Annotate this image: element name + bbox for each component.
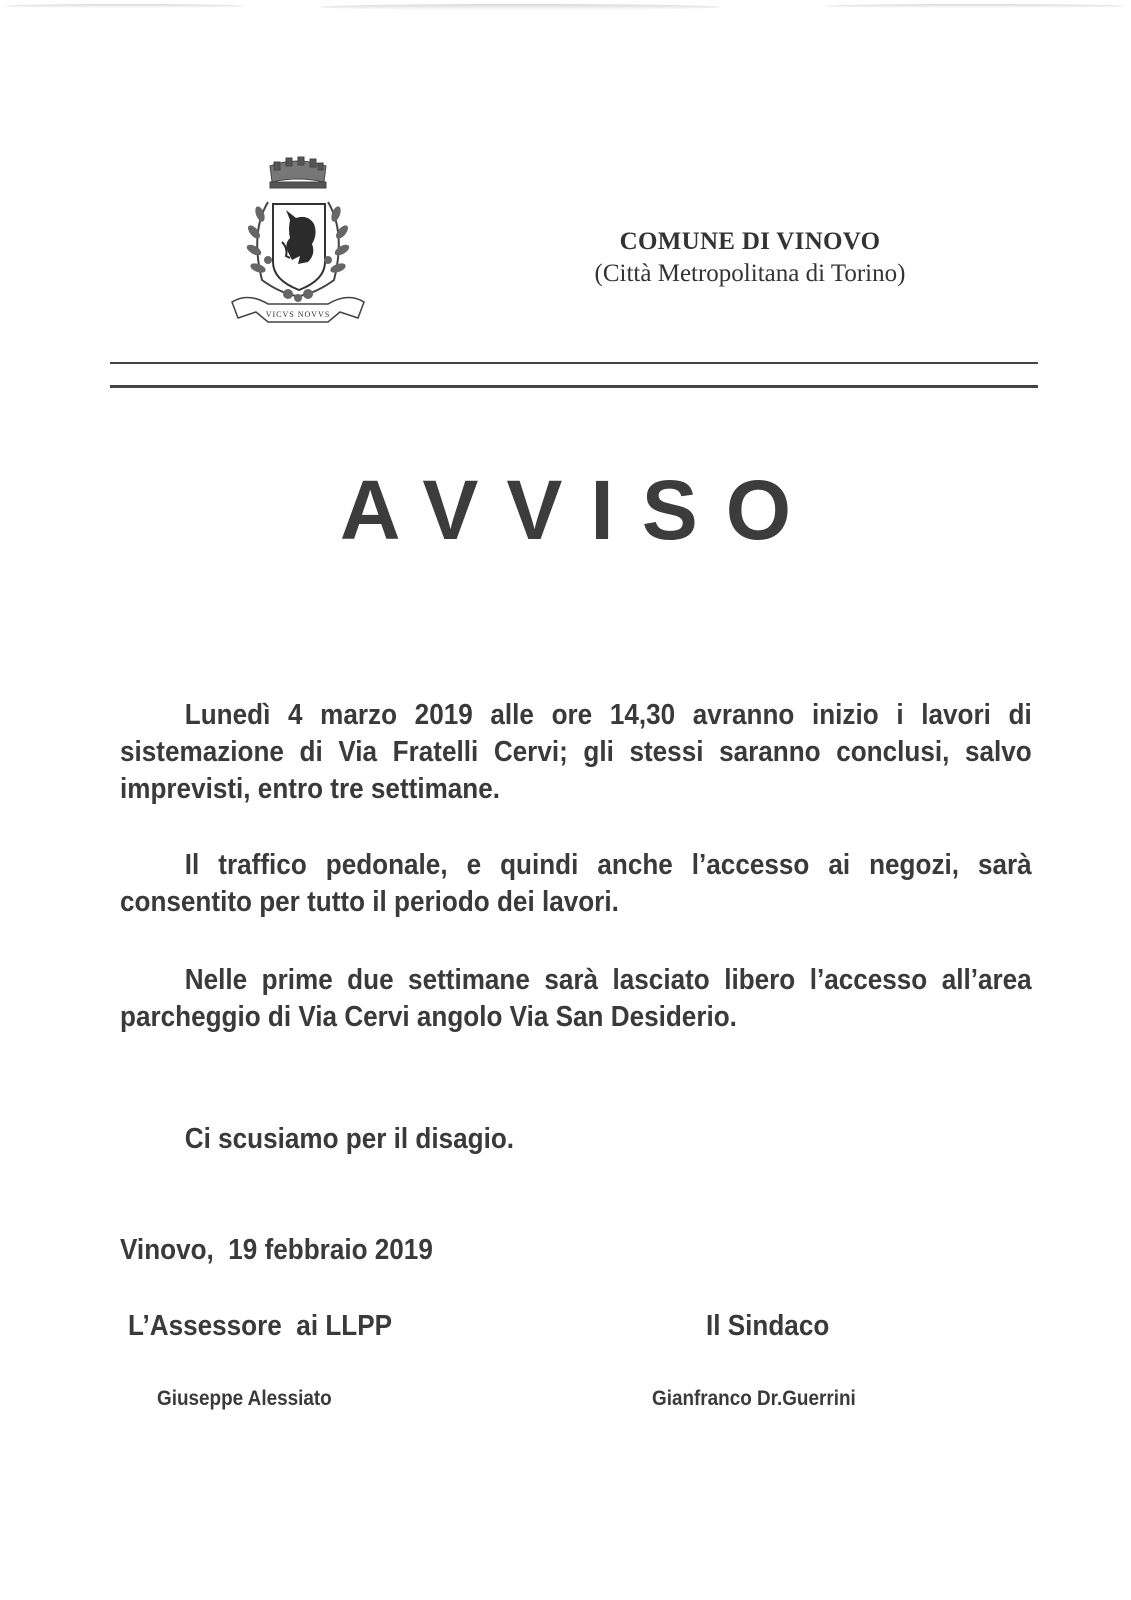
paragraph-text: Nelle prime due settimane sarà lasciato libero l’accesso all’area parcheggio di Via Cervi angolo Via San Desiderio. (120, 964, 1032, 1033)
place-and-date: Vinovo, 19 febbraio 2019 (120, 1234, 433, 1266)
signatory-name-assessore: Giuseppe Alessiato (157, 1387, 332, 1410)
scan-edge-shadow (320, 4, 720, 10)
scan-edge-shadow (5, 4, 245, 8)
paragraph-start-works (120, 697, 1032, 808)
paragraph-apology (120, 1121, 1032, 1158)
paragraph-text: Il traffico pedonale, e quindi anche l’accesso ai negozi, sarà consentito per tutto il periodo dei lavori. (120, 849, 1032, 918)
header-divider-thin (110, 362, 1038, 364)
municipality-name: COMUNE DI VINOVO (619, 228, 881, 255)
paragraph-pedestrian-access (120, 847, 1032, 921)
signatory-role-assessore: L’Assessore ai LLPP (128, 1310, 393, 1342)
coat-of-arms-emblem (228, 152, 368, 332)
crest-motto: VICVS NOVVS (265, 310, 331, 319)
notice-title: AVVISO (339, 463, 820, 557)
paragraph-text: Ci scusiamo per il disagio. (184, 1123, 515, 1155)
municipality-region: (Città Metropolitana di Torino) (594, 260, 906, 287)
paragraph-parking (120, 962, 1032, 1036)
crown-icon (270, 157, 326, 188)
scan-edge-shadow (825, 4, 1125, 8)
signatory-role-sindaco: Il Sindaco (706, 1310, 830, 1342)
document-header (540, 227, 960, 291)
signatory-name-sindaco: Gianfranco Dr.Guerrini (652, 1387, 856, 1410)
header-divider-thick (110, 385, 1038, 388)
paragraph-text: Lunedì 4 marzo 2019 alle ore 14,30 avranno inizio i lavori di sistemazione di Via Fratelli Cervi; gli stessi saranno conclusi, salvo imprevisti, entro tre settimane. (120, 699, 1032, 805)
